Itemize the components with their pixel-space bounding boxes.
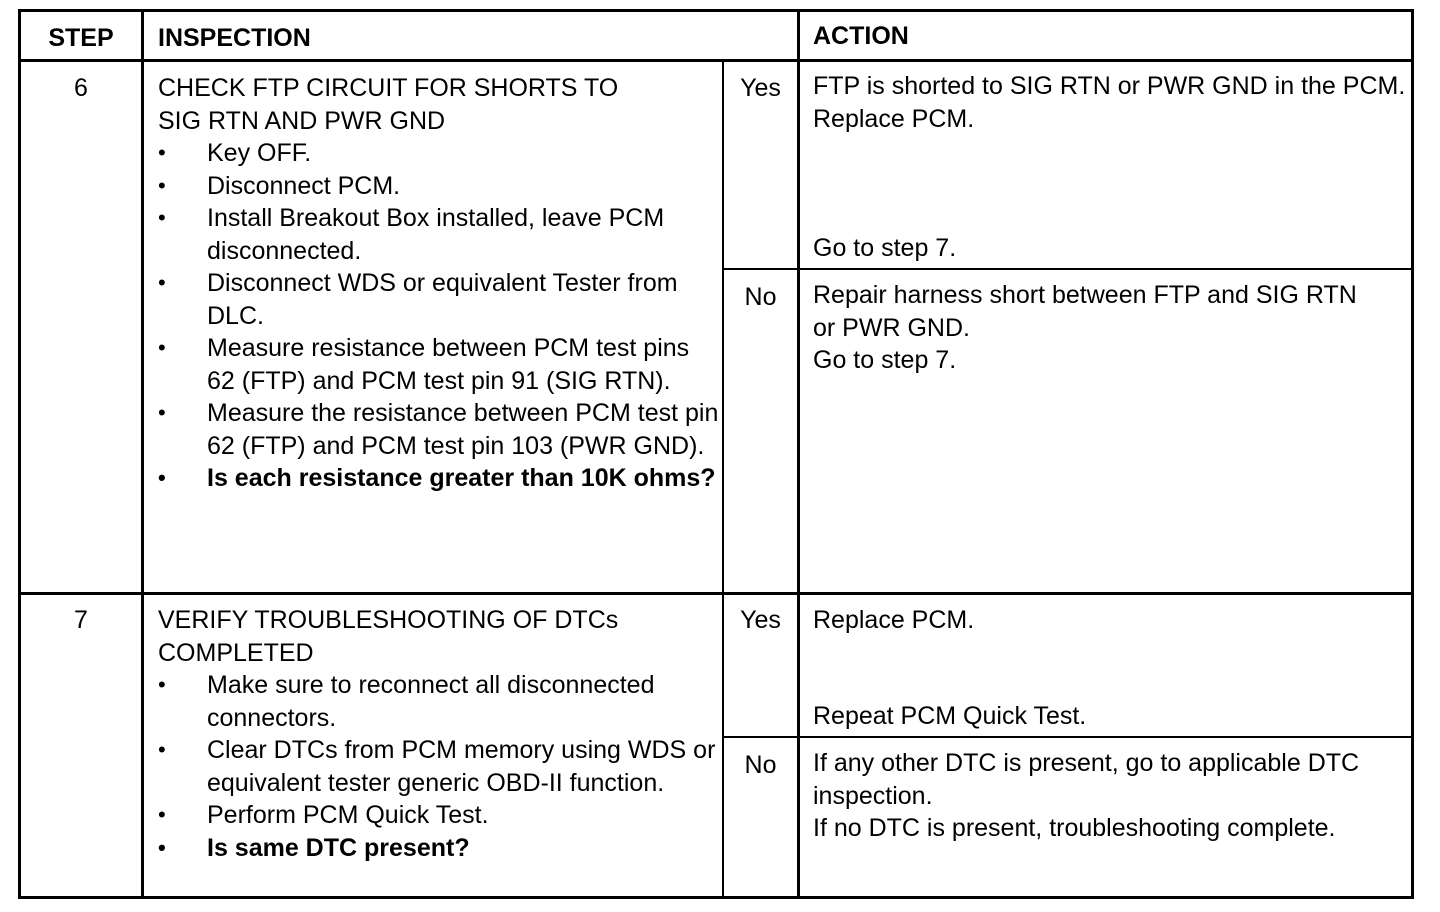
inspection-question: • Is same DTC present?: [158, 832, 720, 865]
inspection-question: • Is each resistance greater than 10K ohms?: [158, 462, 720, 495]
header-inspection: INSPECTION: [158, 24, 311, 52]
step-number: 7: [74, 606, 88, 634]
divider-row6-row7: [21, 592, 1411, 595]
action-text: Replace PCM.: [813, 104, 975, 133]
action-no-cell: [813, 747, 1407, 845]
inspection-title: COMPLETED: [158, 638, 314, 667]
action-text: Repair harness short between FTP and SIG RTN or PWR GND.: [813, 281, 1357, 342]
inspection-step: • Key OFF.: [158, 137, 720, 170]
inspection-title: CHECK FTP CIRCUIT FOR SHORTS TO: [158, 74, 619, 102]
result-no-label: No: [744, 283, 777, 311]
inspection-step: • Install Breakout Box installed, leave PCM disconnected.: [158, 202, 720, 267]
divider-inspection-result-row7: [722, 595, 724, 896]
step-number: 6: [74, 74, 88, 102]
diagnostic-table: [18, 9, 1414, 899]
inspection-title: SIG RTN AND PWR GND: [158, 106, 446, 135]
result-yes-label: Yes: [740, 606, 781, 634]
result-yes-label: Yes: [740, 74, 781, 102]
inspection-steps-list: [158, 137, 720, 495]
inspection-step: • Make sure to reconnect all disconnected connectors.: [158, 669, 720, 734]
header-step: STEP: [48, 24, 114, 52]
action-text: If no DTC is present, troubleshooting complete.: [813, 814, 1336, 842]
action-no-cell: [813, 279, 1373, 377]
action-text: FTP is shorted to SIG RTN or PWR GND in the PCM.: [813, 72, 1406, 100]
header-action: ACTION: [813, 22, 909, 50]
action-text: If any other DTC is present, go to applicable DTC inspection.: [813, 749, 1360, 810]
inspection-step: • Disconnect PCM.: [158, 170, 720, 203]
inspection-step: • Measure the resistance between PCM test pin 62 (FTP) and PCM test pin 103 (PWR GND).: [158, 397, 720, 462]
inspection-step: • Disconnect WDS or equivalent Tester from DLC.: [158, 267, 720, 332]
action-text: Go to step 7.: [813, 346, 957, 374]
inspection-step: • Measure resistance between PCM test pins 62 (FTP) and PCM test pin 91 (SIG RTN).: [158, 332, 720, 397]
action-yes-cell: [813, 70, 1407, 135]
divider-inspection-result-row6: [722, 62, 724, 595]
inspection-step: • Clear DTCs from PCM memory using WDS or equivalent tester generic OBD-II function.: [158, 734, 720, 799]
divider-row6-yes-no: [722, 268, 1411, 270]
divider-step-inspection: [141, 12, 144, 896]
action-text: Repeat PCM Quick Test.: [813, 702, 1087, 730]
inspection-step: • Perform PCM Quick Test.: [158, 799, 720, 832]
inspection-cell: [158, 604, 720, 864]
result-no-label: No: [744, 751, 777, 779]
inspection-title: VERIFY TROUBLESHOOTING OF DTCs: [158, 606, 619, 634]
divider-header: [21, 59, 1411, 62]
divider-row7-yes-no: [722, 736, 1411, 738]
inspection-cell: [158, 72, 720, 495]
divider-inspection-action: [797, 12, 800, 896]
action-goto-step: Go to step 7.: [813, 234, 957, 262]
inspection-steps-list: [158, 669, 720, 864]
action-yes-cell: Replace PCM.: [813, 606, 975, 634]
